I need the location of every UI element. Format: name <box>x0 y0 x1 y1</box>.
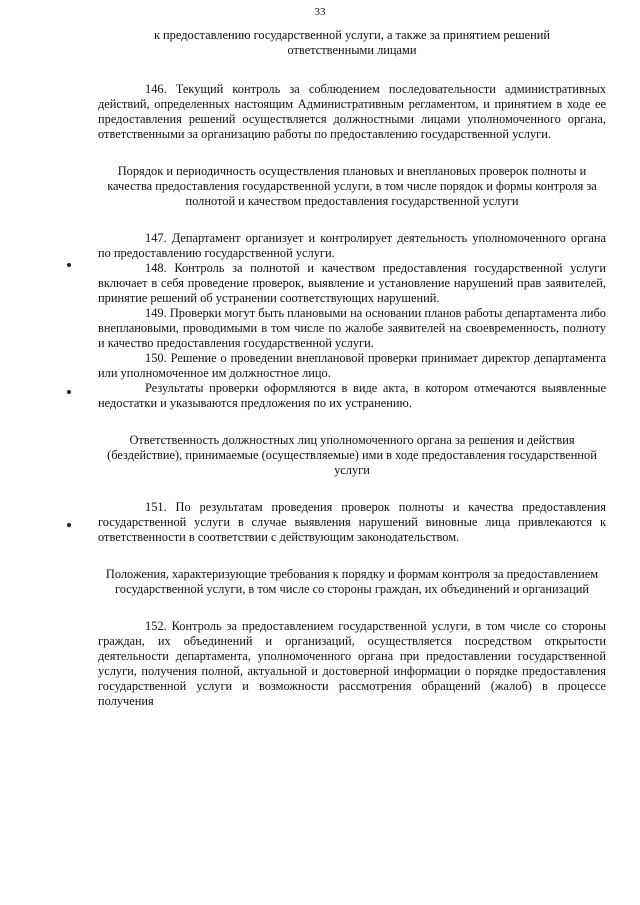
margin-dot <box>67 390 71 394</box>
section-heading-public-control: Положения, характеризующие требования к порядку и формам контроля за предоставлением государственной услуги, в том числе со стороны граждан, их объединений и организаций <box>105 567 599 596</box>
document-body <box>98 28 606 709</box>
section-heading-continuation: к предоставлению государственной услуги, а также за принятием решений ответственными лицами <box>153 28 551 57</box>
paragraph-152: 152. Контроль за предоставлением государственной услуги, в том числе со стороны граждан, их объединений и организаций, осуществляется посредством открытости деятельности департамента, уполномоченного органа при предоставлении государственной услуги, получения полной, актуальной и достоверной информации о порядке предоставления государственной услуги и возможности рассмотрения обращений (жалоб) в процессе получения <box>98 619 606 708</box>
margin-dot <box>67 523 71 527</box>
page-number: 33 <box>314 6 326 18</box>
section-heading-inspections: Порядок и периодичность осуществления плановых и внеплановых проверок полноты и качества предоставления государственной услуги, в том числе порядок и формы контроля за полнотой и качеством предоставления государственной услуги <box>107 164 597 208</box>
paragraph-149: 149. Проверки могут быть плановыми на основании планов работы департамента либо внеплановыми, проводимыми в том числе по жалобе заявителей на своевременность, полноту и качество предоставления государственной услуги. <box>98 306 606 350</box>
paragraph-150-results: Результаты проверки оформляются в виде акта, в котором отмечаются выявленные недостатки и указываются предложения по их устранению. <box>98 381 606 410</box>
paragraph-147: 147. Департамент организует и контролирует деятельность уполномоченного органа по предоставлению государственной услуги. <box>98 231 606 260</box>
section-heading-responsibility: Ответственность должностных лиц уполномоченного органа за решения и действия (бездействие), принимаемые (осуществляемые) ими в ходе предоставления государственной услуги <box>107 433 597 477</box>
paragraph-146: 146. Текущий контроль за соблюдением последовательности административных действий, определенных настоящим Административным регламентом, и принятием в ходе ее предоставления решений осуществляется должностными лицами уполномоченного органа, ответственными за организацию работы по предоставлению государственной услуги. <box>98 82 606 141</box>
margin-dot <box>67 263 71 267</box>
paragraph-151: 151. По результатам проведения проверок полноты и качества предоставления государственной услуги в случае выявления нарушений виновные лица привлекаются к ответственности в соответствии с действующим законодательством. <box>98 500 606 544</box>
paragraph-150: 150. Решение о проведении внеплановой проверки принимает директор департамента или уполномоченное им должностное лицо. <box>98 351 606 380</box>
paragraph-148: 148. Контроль за полнотой и качеством предоставления государственной услуги включает в себя проведение проверок, выявление и установление нарушений прав заявителей, принятие решений об устранении соответствующих нарушений. <box>98 261 606 305</box>
